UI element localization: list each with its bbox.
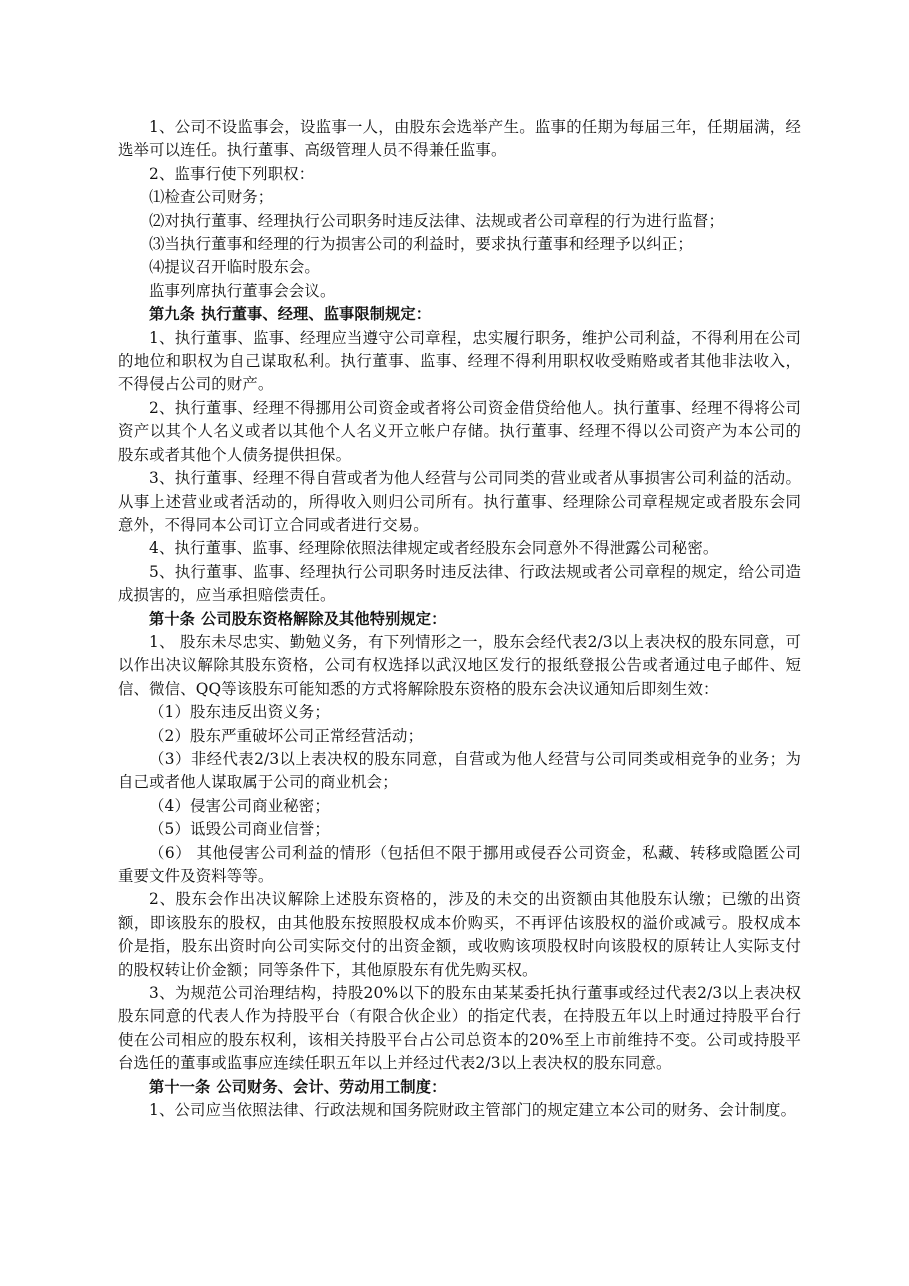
article-title: 公司财务、会计、劳动用工制度： [216, 1077, 447, 1096]
paragraph: 3、为规范公司治理结构，持股20%以下的股东由某某委托执行董事或经过代表2/3以上表决权股东同意的代表人作为持股平台（有限合伙企业）的指定代表，在持股五年以上时通过持股平台行使在公司相应的股东权利，该相关持股平台占公司总资本的20%至上市前维持不变。公司或持股平台选任的董事或监事应连续任职五年以上并经过代表2/3以上表决权的股东同意。 [118, 984, 801, 1073]
article-heading [118, 1076, 801, 1099]
paragraph: ⑴检查公司财务； [149, 188, 274, 207]
list-item: （4）侵害公司商业秘密； [149, 796, 330, 815]
paragraph: 2、股东会作出决议解除上述股东资格的，涉及的未交的出资额由其他股东认缴；已缴的出资额，即该股东的股权，由其他股东按照股权成本价购买，不再评估该股权的溢价或减亏。股权成本价是指，股东出资时向公司实际交付的出资金额，或收购该项股权时向该股权的原转让人实际支付的股权转让价金额；同等条件下，其他原股东有优先购买权。 [118, 890, 801, 979]
paragraph: 3、执行董事、经理不得自营或者为他人经营与公司同类的营业或者从事损害公司利益的活动。从事上述营业或者活动的，所得收入则归公司所有。执行董事、经理除公司章程规定或者股东会同意外，不得同本公司订立合同或者进行交易。 [118, 469, 801, 534]
paragraph: 4、执行董事、监事、经理除依照法律规定或者经股东会同意外不得泄露公司秘密。 [149, 539, 719, 558]
paragraph: 1、公司不设监事会，设监事一人，由股东会选举产生。监事的任期为每届三年，任期届满，经选举可以连任。执行董事、高级管理人员不得兼任监事。 [118, 118, 801, 160]
article-number: 第十一条 [149, 1077, 211, 1096]
paragraph: ⑷提议召开临时股东会。 [149, 258, 320, 277]
paragraph: ⑵对执行董事、经理执行公司职务时违反法律、法规或者公司章程的行为进行监督； [149, 211, 725, 230]
paragraph: ⑶当执行董事和经理的行为损害公司的利益时，要求执行董事和经理予以纠正； [149, 235, 693, 254]
list-item: （3）非经代表2/3以上表决权的股东同意，自营或为他人经营与公司同类或相竞争的业务；为自己或者他人谋取属于公司的商业机会； [118, 749, 801, 792]
article-heading [118, 303, 801, 326]
paragraph: 5、执行董事、监事、经理执行公司职务时违反法律、行政法规或者公司章程的规定，给公司造成损害的，应当承担赔偿责任。 [118, 562, 801, 605]
paragraph: 2、监事行使下列职权： [149, 164, 315, 183]
article-heading [118, 608, 801, 631]
paragraph: 1、 股东未尽忠实、勤勉义务，有下列情形之一，股东会经代表2/3以上表决权的股东同意，可以作出决议解除其股东资格，公司有权选择以武汉地区发行的报纸登报公告或者通过电子邮件、短信、微信、QQ等该股东可能知悉的方式将解除股东资格的股东会决议通知后即刻生效： [118, 632, 801, 698]
article-title: 公司股东资格解除及其他特别规定： [201, 609, 447, 628]
list-item: （1）股东违反出资义务； [149, 703, 330, 722]
paragraph: 监事列席执行董事会会议。 [149, 281, 336, 300]
paragraph: 1、公司应当依照法律、行政法规和国务院财政主管部门的规定建立本公司的财务、会计制度。 [149, 1101, 797, 1120]
list-item: （2）股东严重破坏公司正常经营活动； [149, 726, 424, 745]
article-number: 第九条 [149, 305, 196, 324]
article-title: 执行董事、经理、监事限制规定： [201, 305, 432, 324]
document-body [118, 116, 801, 1122]
paragraph: 1、执行董事、监事、经理应当遵守公司章程，忠实履行职务，维护公司利益，不得利用在公司的地位和职权为自己谋取私利。执行董事、监事、经理不得利用职权收受贿赂或者其他非法收入，不得侵占公司的财产。 [118, 328, 801, 394]
list-item: （6） 其他侵害公司利益的情形（包括但不限于挪用或侵吞公司资金，私藏、转移或隐匿公司重要文件及资料等等。 [118, 843, 801, 885]
list-item: （5）诋毁公司商业信誉； [149, 820, 330, 839]
article-number: 第十条 [149, 609, 196, 628]
paragraph: 2、执行董事、经理不得挪用公司资金或者将公司资金借贷给他人。执行董事、经理不得将公司资产以其个人名义或者以其他个人名义开立帐户存储。执行董事、经理不得以公司资产为本公司的股东或者其他个人债务提供担保。 [118, 398, 801, 464]
